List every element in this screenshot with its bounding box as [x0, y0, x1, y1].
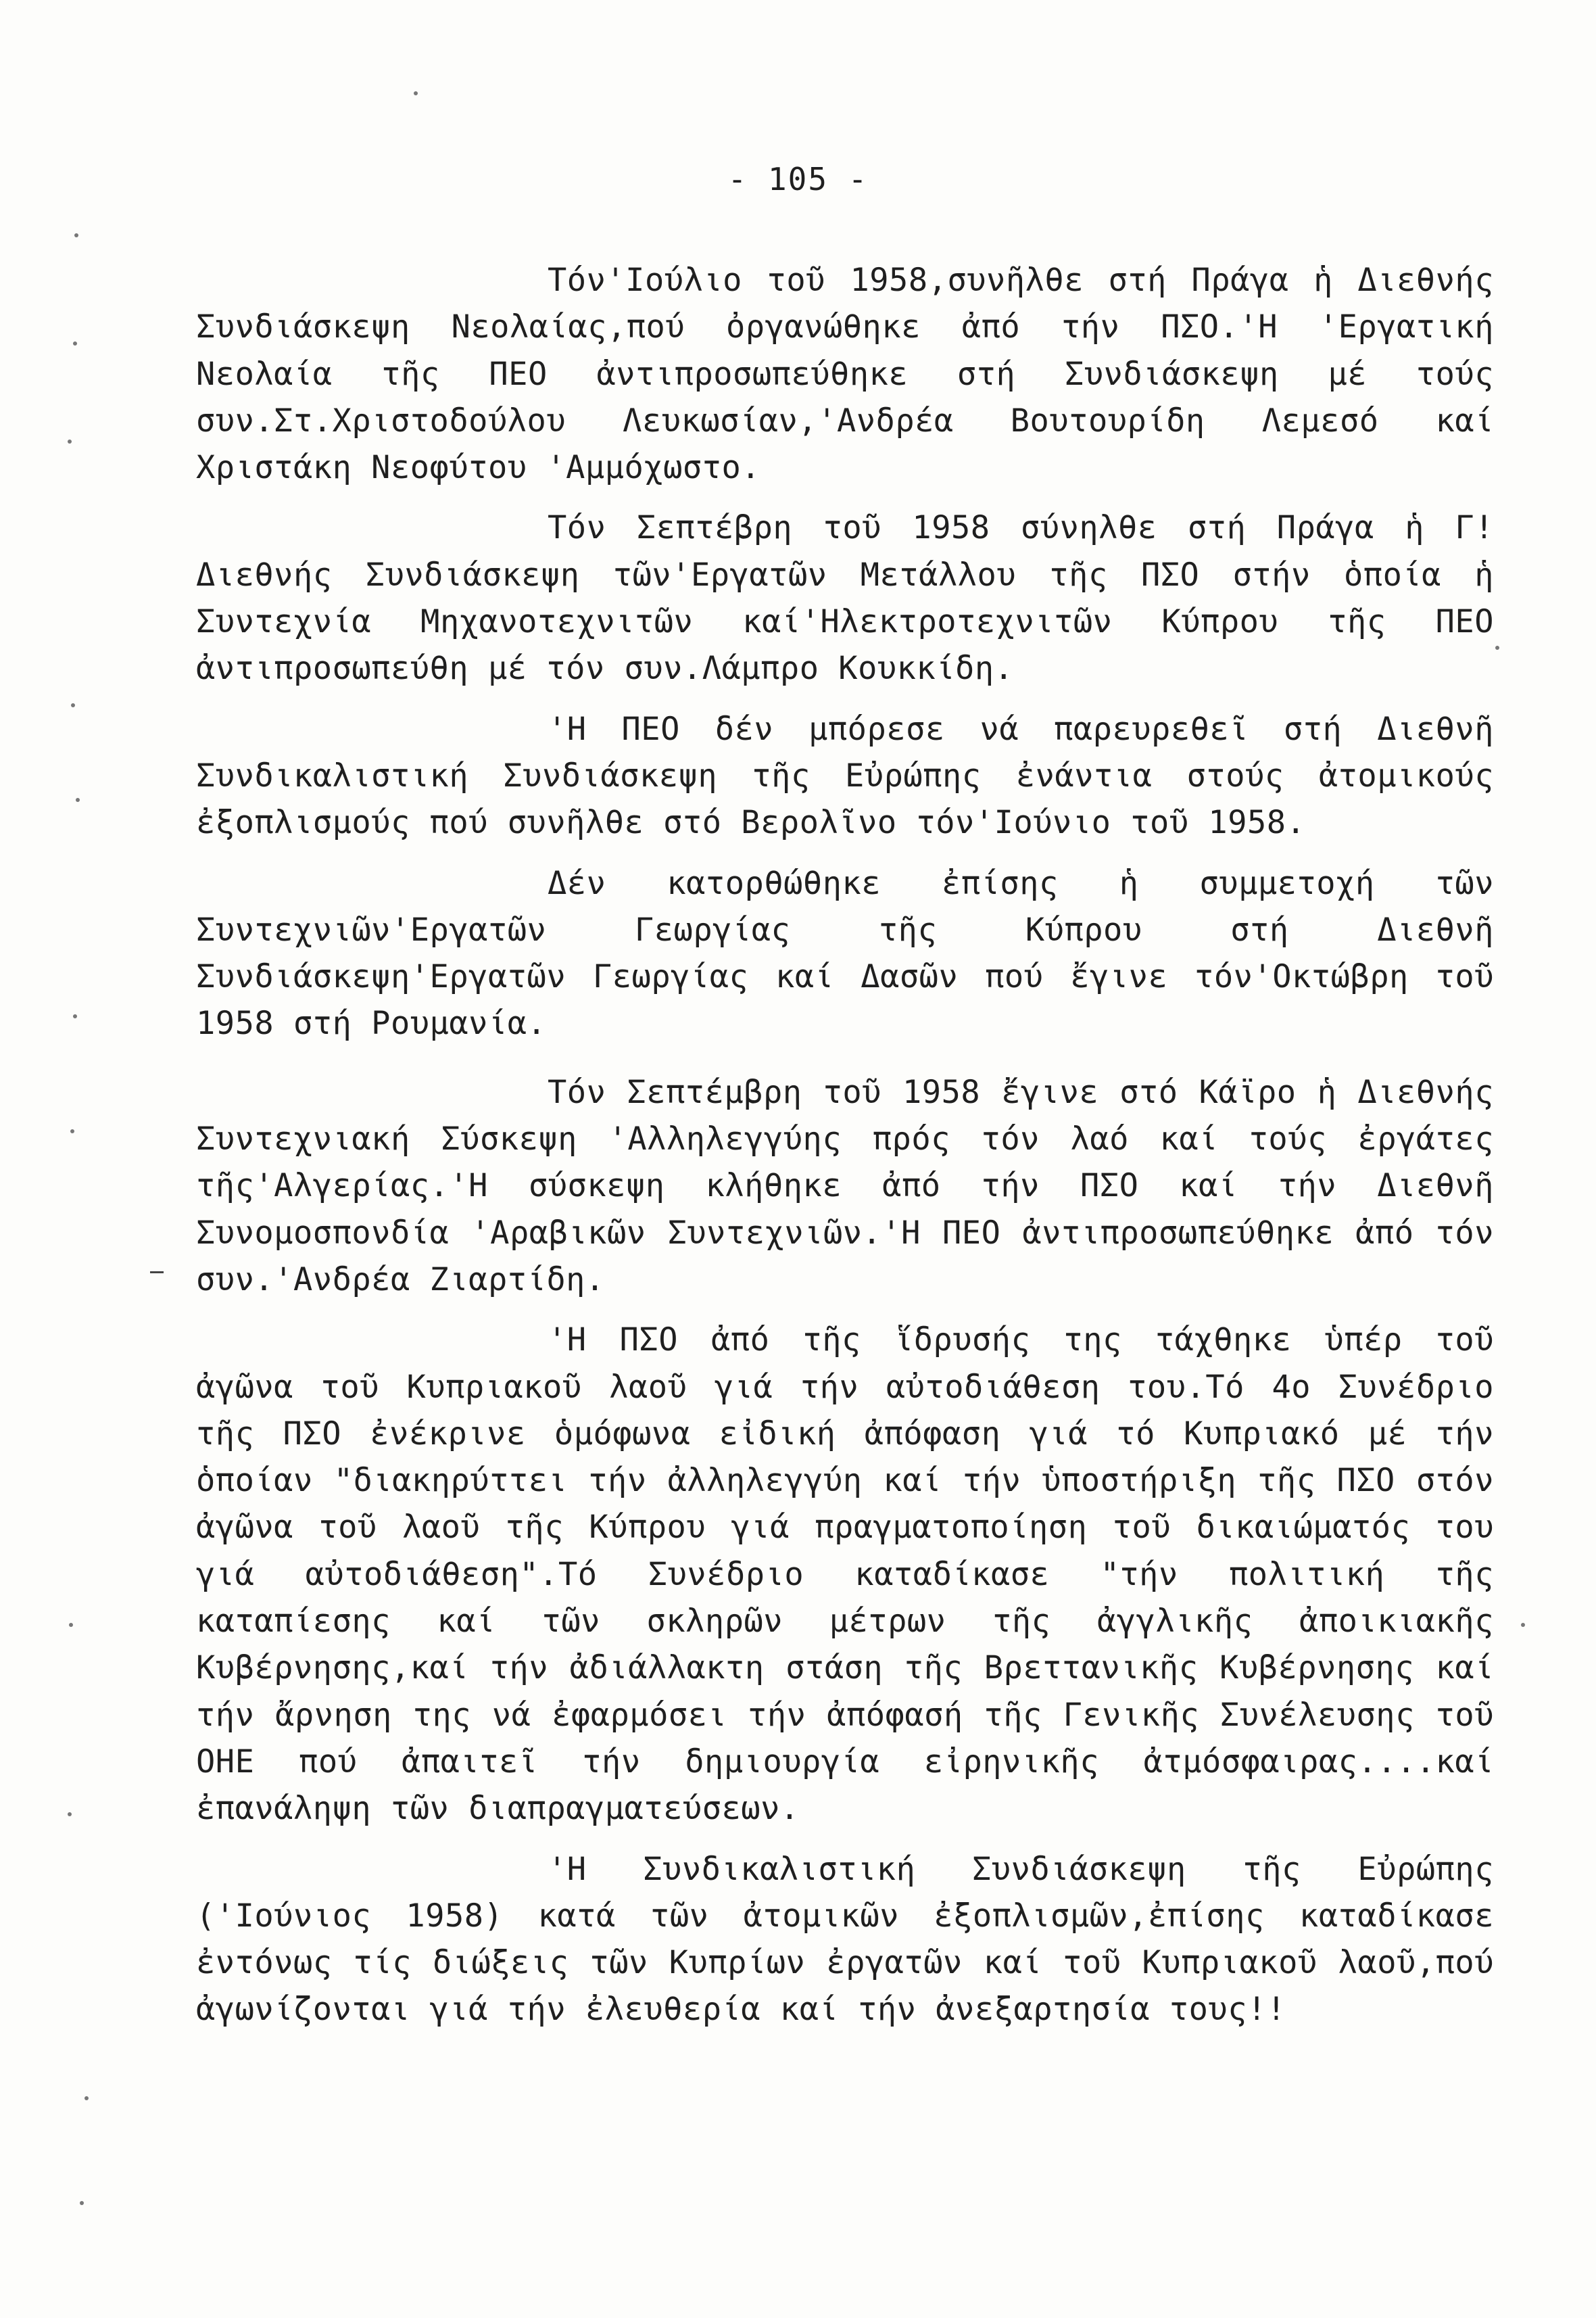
paragraph-agriculture-conference: Δέν κατορθώθηκε ἐπίσης ἡ συμμετοχή τῶν Συντεχνιῶν'Εργατῶν Γεωργίας τῆς Κύπρου στή Διεθνῆ Συνδιάσκεψη'Εργατῶν Γεωργίας καί Δασῶν πού ἔγινε τόν'Οκτώβρη τοῦ 1958 στή Ρουμανία.	[196, 864, 1494, 1043]
scan-speck	[1521, 1623, 1525, 1627]
paragraph-berlin-conference: 'Η ΠΕΟ δέν μπόρεσε νά παρευρεθεῖ στή Διεθνῆ Συνδικαλιστική Συνδιάσκεψη τῆς Εὐρώπης ἐνάντια στούς ἀτομικούς ἐξοπλισμούς πού συνῆλθε στό Βερολῖνο τόν'Ιούνιο τοῦ 1958.	[196, 710, 1494, 842]
scan-speck	[70, 1129, 74, 1133]
scan-speck	[76, 798, 80, 802]
scan-speck	[68, 440, 72, 444]
scan-speck	[69, 1623, 73, 1627]
body-text	[196, 257, 1494, 2047]
paragraph-europe-conference-condemnation: 'Η Συνδικαλιστική Συνδιάσκεψη τῆς Εὐρώπης ('Ιούνιος 1958) κατά τῶν ἀτομικῶν ἐξοπλισμῶν,ἐπίσης καταδίκασε ἐντόνως τίς διώξεις τῶν Κυπρίων ἐργατῶν καί τοῦ Κυπριακοῦ λαοῦ,πού ἀγωνίζονται γιά τήν ἐλευθερία καί τήν ἀνεξαρτησία τους!!	[196, 1850, 1494, 2029]
page-number: - 105 -	[727, 161, 869, 197]
scan-speck	[414, 91, 418, 95]
paragraph-youth-conference: Τόν'Ιούλιο τοῦ 1958,συνῆλθε στή Πράγα ἡ Διεθνής Συνδιάσκεψη Νεολαίας,πού ὀργανώθηκε ἀπό τήν ΠΣΟ.'Η 'Εργατική Νεολαία τῆς ΠΕΟ ἀντιπροσωπεύθηκε στή Συνδιάσκεψη μέ τούς συν.Στ.Χριστοδούλου Λευκωσίαν,'Ανδρέα Βουτουρίδη Λεμεσό καί Χριστάκη Νεοφύτου 'Αμμόχωστο.	[196, 262, 1494, 487]
scan-speck	[73, 341, 77, 346]
paragraph-cairo-conference: Τόν Σεπτέμβρη τοῦ 1958 ἔγινε στό Κάϊρο ἡ Διεθνής Συντεχνιακή Σύσκεψη 'Αλληλεγγύης πρός τόν λαό καί τούς ἐργάτες τῆς'Αλγερίας.'Η σύσκεψη κλήθηκε ἀπό τήν ΠΣΟ καί τήν Διεθνῆ Συνομοσπονδία 'Αραβικῶν Συντεχνιῶν.'Η ΠΕΟ ἀντιπροσωπεύθηκε ἀπό τόν συν.'Ανδρέα Ζιαρτίδη.	[196, 1073, 1494, 1298]
paragraph-wftu-cyprus-stance: 'Η ΠΣΟ ἀπό τῆς ἵδρυσής της τάχθηκε ὑπέρ τοῦ ἀγῶνα τοῦ Κυπριακοῦ λαοῦ γιά τήν αὐτοδιάθεση του.Τό 4ο Συνέδριο τῆς ΠΣΟ ἐνέκρινε ὁμόφωνα εἰδική ἀπόφαση γιά τό Κυπριακό μέ τήν ὁποίαν "διακηρύττει τήν ἀλληλεγγύη καί τήν ὑποστήριξη τῆς ΠΣΟ στόν ἀγῶνα τοῦ λαοῦ τῆς Κύπρου γιά πραγματοποίηση τοῦ δικαιώματός του γιά αὐτοδιάθεση".Τό Συνέδριο καταδίκασε "τήν πολιτική τῆς καταπίεσης καί τῶν σκληρῶν μέτρων τῆς ἀγγλικῆς ἀποικιακῆς Κυβέρνησης,καί τήν ἀδιάλλακτη στάση τῆς Βρεττανικῆς Κυβέρνησης καί τήν ἄρνηση της νά ἐφαρμόσει τήν ἀπόφασή τῆς Γενικῆς Συνέλευσης τοῦ ΟΗΕ πού ἀπαιτεῖ τήν δημιουργία εἰρηνικῆς ἀτμόσφαιρας....καί ἐπανάληψη τῶν διαπραγματεύσεων.	[196, 1321, 1494, 1828]
scan-speck	[74, 233, 78, 237]
scan-speck	[84, 2096, 89, 2100]
scan-speck	[1495, 646, 1499, 650]
scan-speck	[80, 2201, 84, 2205]
scan-speck	[73, 1014, 77, 1018]
margin-dash	[150, 1271, 164, 1273]
scan-speck	[68, 1812, 72, 1816]
paragraph-metal-workers-conference: Τόν Σεπτέβρη τοῦ 1958 σύνηλθε στή Πράγα ἡ Γ! Διεθνής Συνδιάσκεψη τῶν'Εργατῶν Μετάλλου τῆς ΠΣΟ στήν ὁποία ἡ Συντεχνία Μηχανοτεχνιτῶν καί'Ηλεκτροτεχνιτῶν Κύπρου τῆς ΠΕΟ ἀντιπροσωπεύθη μέ τόν συν.Λάμπρο Κουκκίδη.	[196, 509, 1494, 688]
scan-speck	[71, 703, 75, 707]
